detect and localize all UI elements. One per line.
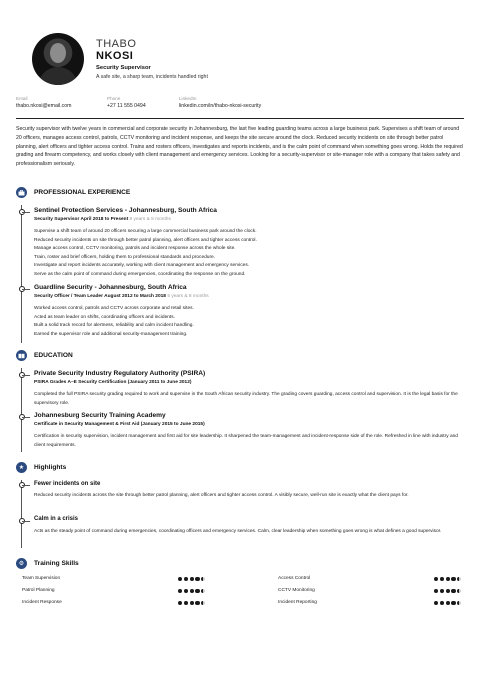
briefcase-icon bbox=[16, 187, 27, 198]
rating-dot bbox=[440, 601, 444, 605]
rating-dot bbox=[178, 589, 182, 593]
education-institution: Private Security Industry Regulatory Authority (PSIRA) bbox=[34, 370, 206, 377]
job-bullet: Manage access control, CCTV monitoring, patrols and incident response across the whole site. bbox=[34, 246, 236, 251]
job-role-dates bbox=[34, 217, 171, 222]
gear-icon: ⚙ bbox=[16, 558, 27, 569]
skill-rating bbox=[434, 589, 461, 593]
job-duration: 8 years & 5 months bbox=[129, 217, 171, 222]
rating-dot bbox=[201, 601, 205, 605]
highlights-section-header bbox=[16, 462, 66, 473]
rating-dot bbox=[440, 577, 444, 581]
tagline: A safe site, a sharp team, incidents handled right bbox=[96, 74, 208, 80]
rating-dot bbox=[457, 601, 461, 605]
skill-name: Access Control bbox=[278, 576, 311, 581]
rating-dot bbox=[434, 577, 438, 581]
experience-section-header bbox=[16, 187, 130, 198]
job-bullet: Supervise a shift team of around 20 officers securing a large commercial business park around the clock. bbox=[34, 229, 257, 234]
skill-name: CCTV Monitoring bbox=[278, 588, 315, 593]
job-role: Security Supervisor April 2018 to Present bbox=[34, 217, 129, 222]
skill-rating bbox=[434, 577, 461, 581]
rating-dot bbox=[201, 577, 205, 581]
timeline-connector bbox=[22, 289, 30, 290]
phone-value[interactable]: +27 11 555 0494 bbox=[107, 103, 146, 109]
rating-dot bbox=[178, 601, 182, 605]
first-name: THABO bbox=[96, 38, 137, 50]
job-bullets bbox=[34, 228, 454, 279]
highlight-title: Fewer incidents on site bbox=[34, 481, 101, 487]
job-bullet: Acted as team leader on shifts, coordinating officers and incidents. bbox=[34, 314, 175, 320]
skill-rating bbox=[178, 589, 205, 593]
highlight-text: Reduced security incidents across the site through better patrol planning, alert officers and tighter access control. A visibly secure, well-run site is exactly what the client pays for. bbox=[34, 493, 409, 498]
linkedin-label: LinkedIn bbox=[179, 96, 197, 101]
job-role-dates bbox=[34, 294, 209, 299]
job-company: Guardline Security - Johannesburg, South Africa bbox=[34, 284, 187, 291]
contact-bar bbox=[16, 96, 464, 116]
timeline-connector bbox=[22, 485, 30, 486]
rating-dot bbox=[195, 577, 199, 581]
job-bullet: Train, roster and brief officers, holding them to professional standards and procedure. bbox=[34, 254, 216, 260]
contact-linkedin bbox=[179, 96, 261, 109]
rating-dot bbox=[451, 589, 455, 593]
rating-dot bbox=[446, 601, 450, 605]
rating-dot bbox=[190, 589, 194, 593]
education-icon bbox=[16, 350, 27, 361]
rating-dot bbox=[440, 589, 444, 593]
education-detail bbox=[34, 380, 191, 385]
avatar bbox=[32, 33, 84, 85]
timeline-connector bbox=[22, 375, 30, 376]
job-bullet: Built a solid track record for alertness, reliability and calm incident handling. bbox=[34, 323, 194, 328]
education-timeline bbox=[21, 368, 22, 452]
skills-heading: Training Skills bbox=[34, 560, 79, 567]
job-bullets bbox=[34, 305, 454, 339]
education-detail-text: Certificate in Security Management & First Aid (January 2015 to June 2015) bbox=[34, 422, 205, 427]
contact-phone bbox=[107, 96, 146, 109]
rating-dot bbox=[195, 589, 199, 593]
education-detail bbox=[34, 422, 205, 427]
rating-dot bbox=[457, 577, 461, 581]
email-value[interactable]: thabo.nkosi@email.com bbox=[16, 103, 72, 109]
skill-name: Patrol Planning bbox=[22, 588, 55, 593]
job-duration: 5 years & 8 months bbox=[167, 294, 209, 299]
rating-dot bbox=[184, 601, 188, 605]
timeline-connector bbox=[22, 417, 30, 418]
summary: Security supervisor with twelve years in commercial and corporate security in Johannesburg, the last five leading guarding teams across a large business park. Supervises a shift team of around 20 officers, manages access control, patrols, CCTV monitoring and incident response, and keeps the site secure around the clock. Reduced security incidents on site through better patrol planning, alert officers and tighter access control. Trains and rosters officers, investigates and reports incidents, and is the calm point of command when something goes wrong. Holds the required grading and firearm competency, and works closely with client management and emergency services. Looking for a security-supervisor or site-manager role with a company that takes safety and professionalism seriously. bbox=[16, 126, 463, 168]
experience-heading: PROFESSIONAL EXPERIENCE bbox=[34, 189, 131, 196]
experience-timeline bbox=[21, 205, 22, 343]
education-detail-text: PSIRA Grades A–E Security Certification (January 2011 to June 2012) bbox=[34, 380, 192, 385]
resume-header bbox=[16, 0, 464, 94]
rating-dot bbox=[434, 589, 438, 593]
avatar-head bbox=[50, 43, 66, 63]
skill-name: Team Supervision bbox=[22, 576, 61, 581]
rating-dot bbox=[195, 601, 199, 605]
job-company: Sentinel Protection Services - Johannesburg, South Africa bbox=[34, 207, 217, 214]
rating-dot bbox=[451, 601, 455, 605]
skill-name: Incident Response bbox=[22, 600, 62, 605]
rating-dot bbox=[446, 577, 450, 581]
rating-dot bbox=[190, 601, 194, 605]
rating-dot bbox=[201, 589, 205, 593]
last-name: NKOSI bbox=[96, 50, 134, 62]
avatar-shoulders bbox=[38, 67, 78, 85]
education-description: Completed the full PSIRA security grading required to work and supervise in the South African security industry. The grading covers guarding, access control and supervision. It is the legal basis for the supervisory role. bbox=[34, 392, 458, 406]
email-label: Email bbox=[16, 96, 28, 101]
timeline-connector bbox=[22, 521, 30, 522]
rating-dot bbox=[457, 589, 461, 593]
job-bullet: Investigate and report incidents accurately, working with client management and emergency services. bbox=[34, 263, 250, 268]
skill-rating bbox=[178, 601, 205, 605]
skills-section-header bbox=[16, 558, 79, 569]
highlight-title: Calm in a crisis bbox=[34, 516, 79, 522]
highlights-timeline bbox=[21, 480, 22, 548]
highlight-text: Acts as the steady point of command during emergencies, coordinating officers and emergency services. Calm, clear leadership when something goes wrong is what defines a good supervisor. bbox=[34, 529, 442, 534]
star-icon: ★ bbox=[16, 462, 27, 473]
education-section-header bbox=[16, 350, 73, 361]
phone-label: Phone bbox=[107, 96, 121, 101]
education-institution: Johannesburg Security Training Academy bbox=[34, 412, 166, 419]
job-bullet: Serve as the calm point of command during emergencies, coordinating the response on the ground. bbox=[34, 271, 246, 277]
timeline-connector bbox=[22, 212, 30, 213]
contact-email bbox=[16, 96, 71, 109]
education-heading: EDUCATION bbox=[34, 352, 73, 359]
job-title: Security Supervisor bbox=[96, 65, 151, 71]
skill-rating bbox=[178, 577, 205, 581]
rating-dot bbox=[451, 577, 455, 581]
rating-dot bbox=[190, 577, 194, 581]
skill-rating bbox=[434, 601, 461, 605]
rating-dot bbox=[184, 589, 188, 593]
job-bullet: Earned the supervisor role and additional security-management training. bbox=[34, 331, 188, 337]
highlights-heading: Highlights bbox=[34, 464, 67, 471]
rating-dot bbox=[446, 589, 450, 593]
rating-dot bbox=[178, 577, 182, 581]
skill-name: Incident Reporting bbox=[278, 600, 317, 605]
header-divider bbox=[16, 118, 464, 119]
linkedin-value[interactable]: linkedin.com/in/thabo-nkosi-security bbox=[179, 103, 262, 109]
education-description: Certification in security supervision, incident management and first aid for site leadership. It sharpened the team-management and incident-response side of the role. Refreshed in line with industry and client requirements. bbox=[34, 434, 458, 448]
job-bullet: Worked access control, patrols and CCTV across corporate and retail sites. bbox=[34, 306, 194, 311]
rating-dot bbox=[184, 577, 188, 581]
job-role: Security Officer / Team Leader August 2012 to March 2018 bbox=[34, 294, 166, 299]
rating-dot bbox=[434, 601, 438, 605]
job-bullet: Reduced security incidents on site through better patrol planning, alert officers and tighter access control. bbox=[34, 237, 257, 243]
